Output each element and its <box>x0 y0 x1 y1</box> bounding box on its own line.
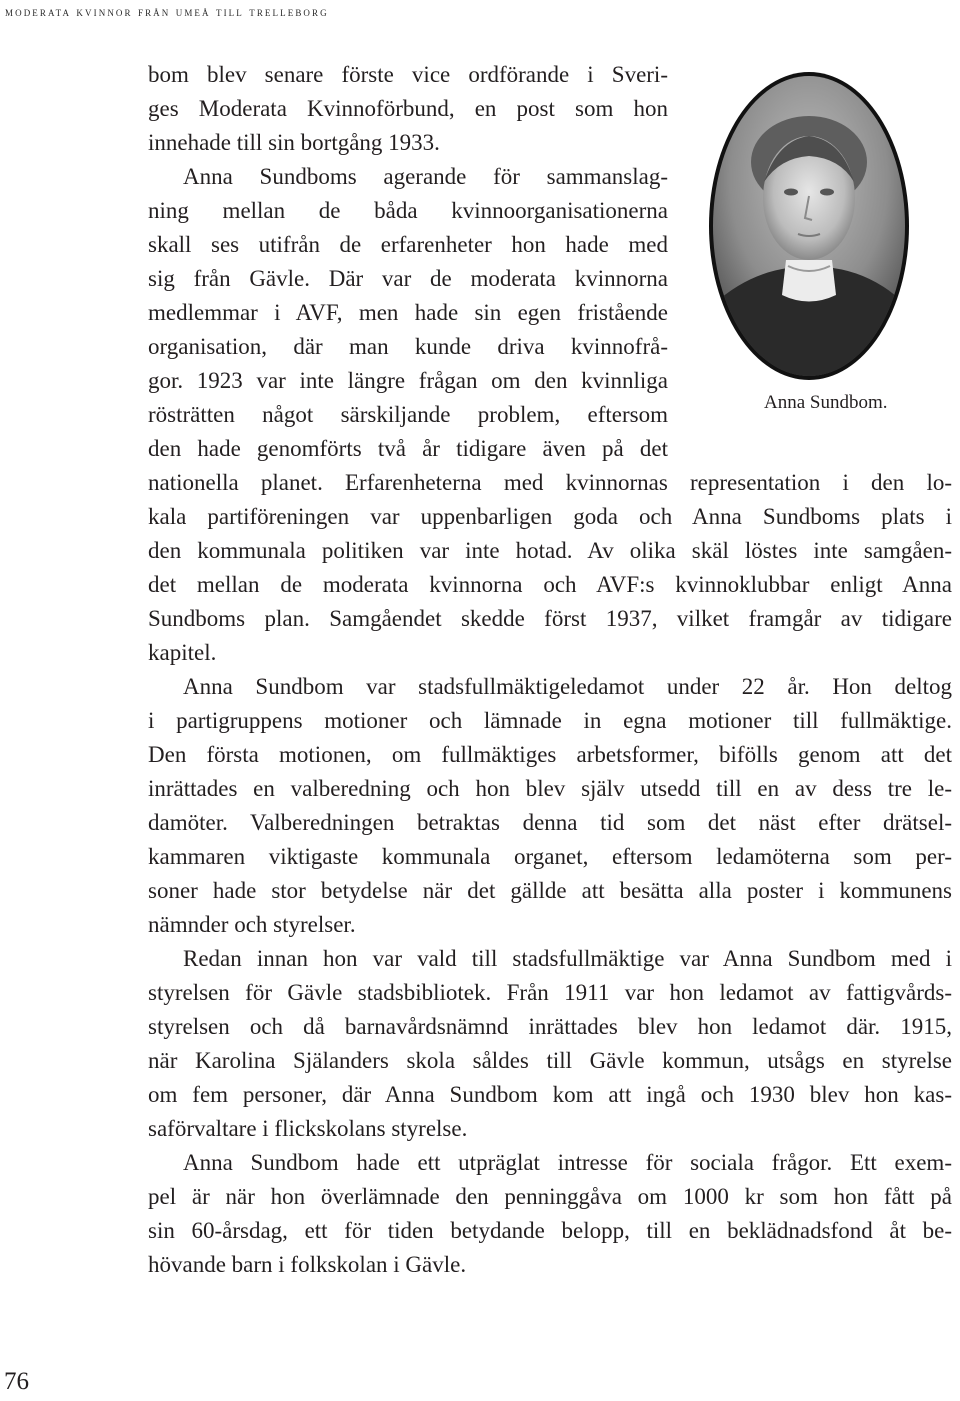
portrait-caption: Anna Sundbom. <box>764 392 888 413</box>
text-full-width <box>148 466 952 1282</box>
text-line: bom blev senare förste vice ordförande i Sveri- <box>148 62 668 87</box>
text-line: styrelsen för Gävle stadsbibliotek. Från 1911 var hon ledamot av fattigvårds- <box>148 980 952 1005</box>
text-line: ges Moderata Kvinnoförbund, en post som hon <box>148 96 668 121</box>
body-text <box>148 58 952 1282</box>
text-line: damöter. Valberedningen betraktas denna tid som det näst efter drätsel- <box>148 810 952 835</box>
text-line: hövande barn i folkskolan i Gävle. <box>148 1252 467 1277</box>
text-line: ning mellan de båda kvinnoorganisationerna <box>148 198 668 223</box>
text-beside-figure <box>148 58 952 466</box>
text-line: inrättades en valberedning och hon blev själv utsedd till en av dess tre le- <box>148 776 952 801</box>
text-line: nationella planet. Erfarenheterna med kvinnornas representation i den lo- <box>148 470 952 495</box>
text-line: kapitel. <box>148 640 217 665</box>
text-line: kammaren viktigaste kommunala organet, eftersom ledamöterna som per- <box>148 844 952 869</box>
text-line: organisation, där man kunde driva kvinnofrå- <box>148 334 668 359</box>
text-line: skall ses utifrån de erfarenheter hon hade med <box>148 232 668 257</box>
text-line: pel är när hon överlämnade den penninggåva om 1000 kr som hon fått på <box>148 1184 952 1209</box>
text-line: saförvaltare i flickskolans styrelse. <box>148 1116 468 1141</box>
text-line: den hade genomförts två år tidigare även på det <box>148 436 668 461</box>
text-line: Den första motionen, om fullmäktiges arbetsformer, bifölls genom att det <box>148 742 952 767</box>
text-line: styrelsen och då barnavårdsnämnd inrättades blev hon ledamot där. 1915, <box>148 1014 952 1039</box>
text-line: sig från Gävle. Där var de moderata kvinnorna <box>148 266 668 291</box>
text-line: i partigruppens motioner och lämnade in egna motioner till fullmäktige. <box>148 708 952 733</box>
text-line: Anna Sundboms agerande för sammanslag- <box>183 164 668 189</box>
page-number: 76 <box>4 1368 29 1395</box>
text-line: när Karolina Själanders skola såldes till Gävle kommun, utsågs en styrelse <box>148 1048 952 1073</box>
text-line: kala partiföreningen var uppenbarligen goda och Anna Sundboms plats i <box>148 504 952 529</box>
text-line: innehade till sin bortgång 1933. <box>148 130 440 155</box>
text-line: sin 60-årsdag, ett för tiden betydande belopp, till en beklädnadsfond åt be- <box>148 1218 952 1243</box>
text-line: medlemmar i AVF, men hade sin egen fristående <box>148 300 668 325</box>
text-line: gor. 1923 var inte längre frågan om den kvinnliga <box>148 368 668 393</box>
text-line: rösträtten något särskiljande problem, eftersom <box>148 402 668 427</box>
text-line: Redan innan hon var vald till stadsfullmäktige var Anna Sundbom med i <box>183 946 952 971</box>
text-line: Sundboms plan. Samgåendet skedde först 1937, vilket framgår av tidigare <box>148 606 952 631</box>
text-line: om fem personer, där Anna Sundbom kom att ingå och 1930 blev hon kas- <box>148 1082 952 1107</box>
text-line: Anna Sundbom hade ett utpräglat intresse för sociala frågor. Ett exem- <box>183 1150 952 1175</box>
text-line: den kommunala politiken var inte hotad. Av olika skäl löstes inte samgåen- <box>148 538 952 563</box>
text-line: nämnder och styrelser. <box>148 912 356 937</box>
text-line: det mellan de moderata kvinnorna och AVF:s kvinnoklubbar enligt Anna <box>148 572 952 597</box>
running-header: moderata kvinnor från umeå till trelleborg <box>5 4 329 19</box>
text-line: Anna Sundbom var stadsfullmäktigeledamot under 22 år. Hon deltog <box>183 674 952 699</box>
text-line: soner hade stor betydelse när det gällde att besätta alla poster i kommunens <box>148 878 952 903</box>
